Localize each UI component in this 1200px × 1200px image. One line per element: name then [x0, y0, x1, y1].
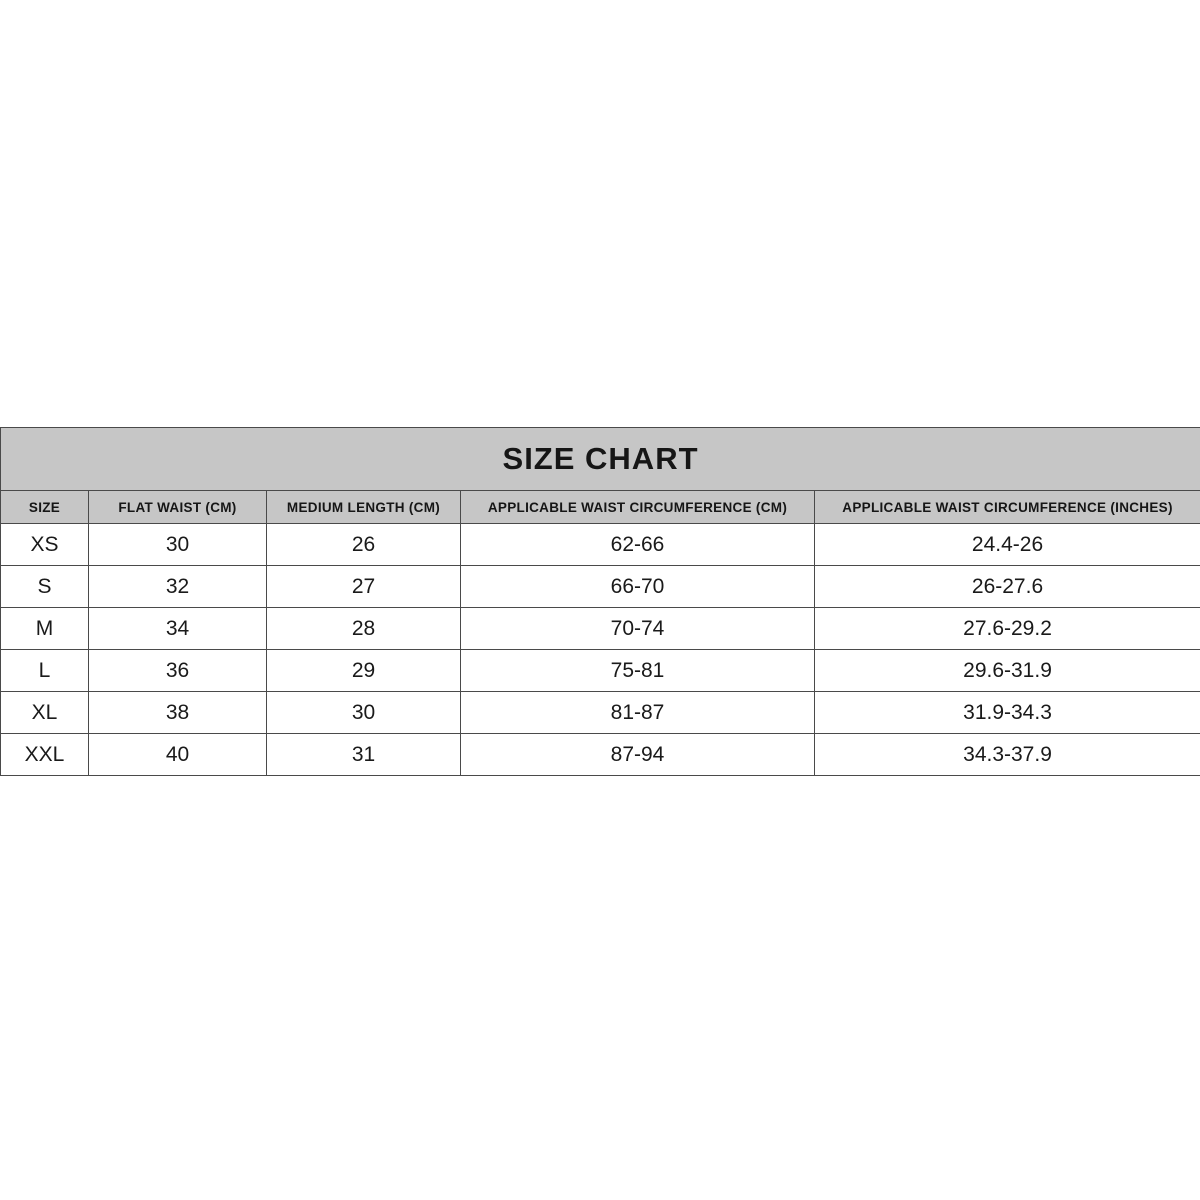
cell-flat-waist: 34 [89, 608, 267, 650]
cell-size: XS [1, 524, 89, 566]
cell-size: S [1, 566, 89, 608]
table-row [1, 608, 1200, 650]
size-chart-table [0, 427, 1200, 776]
cell-flat-waist: 38 [89, 692, 267, 734]
cell-waist-cm: 70-74 [461, 608, 815, 650]
cell-flat-waist: 30 [89, 524, 267, 566]
cell-medium-length: 30 [267, 692, 461, 734]
chart-title-row [1, 428, 1200, 491]
table-row [1, 734, 1200, 776]
cell-size: M [1, 608, 89, 650]
cell-medium-length: 27 [267, 566, 461, 608]
cell-waist-cm: 66-70 [461, 566, 815, 608]
cell-flat-waist: 32 [89, 566, 267, 608]
cell-waist-cm: 62-66 [461, 524, 815, 566]
cell-waist-cm: 75-81 [461, 650, 815, 692]
cell-flat-waist: 40 [89, 734, 267, 776]
size-chart-container [0, 427, 1200, 776]
cell-waist-inches: 34.3-37.9 [815, 734, 1200, 776]
table-row [1, 650, 1200, 692]
table-row [1, 566, 1200, 608]
cell-waist-inches: 26-27.6 [815, 566, 1200, 608]
cell-waist-inches: 27.6-29.2 [815, 608, 1200, 650]
cell-medium-length: 29 [267, 650, 461, 692]
cell-waist-cm: 81-87 [461, 692, 815, 734]
column-header-flat-waist: FLAT WAIST (CM) [89, 491, 267, 524]
cell-medium-length: 31 [267, 734, 461, 776]
cell-size: XL [1, 692, 89, 734]
cell-waist-inches: 24.4-26 [815, 524, 1200, 566]
column-header-medium-length: MEDIUM LENGTH (CM) [267, 491, 461, 524]
cell-size: L [1, 650, 89, 692]
cell-waist-inches: 29.6-31.9 [815, 650, 1200, 692]
column-header-waist-circumference-inches: APPLICABLE WAIST CIRCUMFERENCE (INCHES) [815, 491, 1200, 524]
column-header-size: SIZE [1, 491, 89, 524]
table-header-row [1, 491, 1200, 524]
cell-waist-cm: 87-94 [461, 734, 815, 776]
cell-medium-length: 26 [267, 524, 461, 566]
cell-medium-length: 28 [267, 608, 461, 650]
column-header-waist-circumference-cm: APPLICABLE WAIST CIRCUMFERENCE (CM) [461, 491, 815, 524]
cell-size: XXL [1, 734, 89, 776]
cell-waist-inches: 31.9-34.3 [815, 692, 1200, 734]
table-row [1, 692, 1200, 734]
table-row [1, 524, 1200, 566]
cell-flat-waist: 36 [89, 650, 267, 692]
page-title: SIZE CHART [1, 428, 1200, 491]
